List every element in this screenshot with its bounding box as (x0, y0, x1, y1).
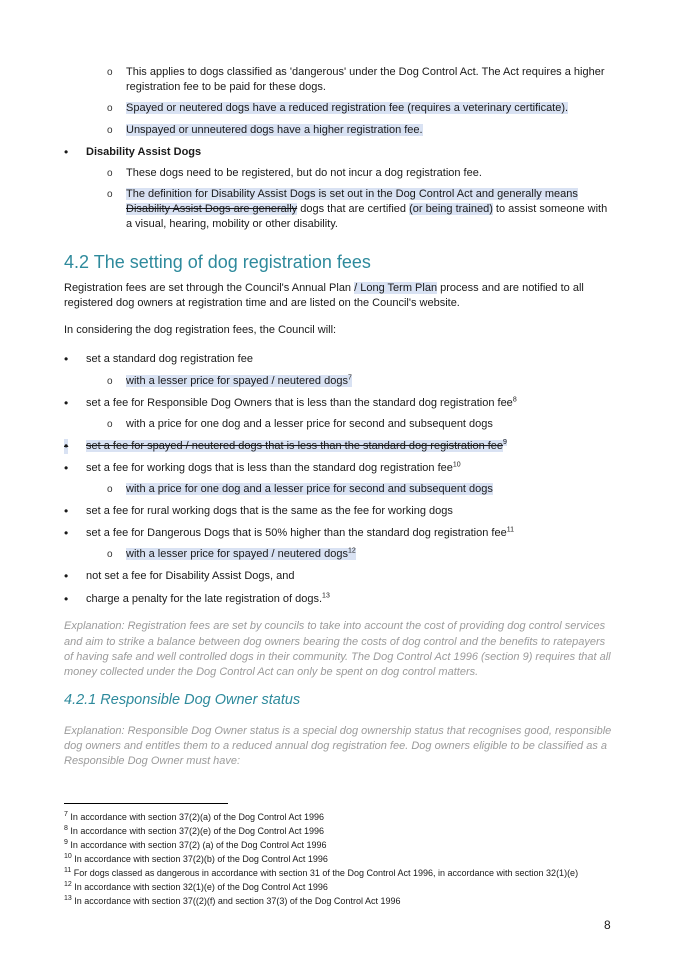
footnote-text: In accordance with section 37(2) (a) of the Dog Control Act 1996 (67, 840, 327, 850)
highlighted-text: with a price for one dog and a lesser price for second and subsequent dogs (126, 483, 493, 495)
disability-heading: Disability Assist Dogs (86, 146, 202, 158)
sub-bullet-icon: o (107, 125, 113, 136)
footnote (64, 839, 327, 851)
footnote-ref[interactable]: 8 (512, 396, 517, 404)
rdo-explanation-line3: Responsible Dog Owner must have: (64, 755, 241, 767)
footnote-ref[interactable]: 10 (452, 461, 461, 469)
disability-definition-line1 (126, 187, 578, 202)
highlighted-text (126, 375, 352, 387)
sub-dangerous-spayed-price (126, 547, 356, 562)
bullet-standard-fee: set a standard dog registration fee (86, 353, 253, 365)
sub-working-one-dog-price (126, 482, 493, 497)
sub-bullet-icon: o (107, 103, 113, 114)
text-run: with a lesser price for spayed / neutered dogs (126, 548, 348, 560)
footnote-number: 7 (64, 811, 68, 818)
bullet-disability-no-fee: not set a fee for Disability Assist Dogs, and (86, 570, 295, 582)
section-heading-4-2-1: 4.2.1 Responsible Dog Owner status (64, 692, 301, 708)
explanation-line3: of having safe and well controlled dogs in their community. The Dog Control Act 1996 (section 9) requires that all (64, 651, 611, 663)
rdo-explanation-line2: dog owners and entitles them to a reduced annual dog registration fee. Dog owners eligible to be classified as a (64, 740, 608, 752)
unspayed-note (126, 123, 423, 138)
footnote-number: 9 (64, 839, 68, 846)
disability-definition-line2 (126, 202, 607, 217)
footnote-number: 11 (64, 867, 72, 874)
highlighted-text: / Long Term Plan (354, 282, 438, 294)
rdo-explanation-line1: Explanation: Responsible Dog Owner status is a special dog ownership status that recognises good, responsible (64, 725, 612, 737)
sub-bullet-icon: o (107, 419, 113, 430)
footnote (64, 825, 324, 837)
sub-bullet-icon: o (107, 189, 113, 200)
sub-bullet-icon: o (107, 168, 113, 179)
footnote (64, 881, 328, 893)
struck-text: Disability Assist Dogs are generally (126, 203, 298, 215)
section-heading-4-2: 4.2 The setting of dog registration fees (64, 252, 371, 272)
footnote (64, 867, 578, 879)
footnote-ref[interactable]: 13 (322, 592, 330, 600)
fees-paragraph-line2: registered dog owners at registration time and are listed on the Council's website. (64, 297, 460, 309)
bullet-icon: • (64, 569, 69, 583)
footnote (64, 811, 324, 823)
text-run: process and are notified to all (437, 282, 584, 294)
sub-spayed-price (126, 374, 352, 389)
footnote (64, 895, 400, 907)
sub-one-dog-price: with a price for one dog and a lesser price for second and subsequent dogs (126, 418, 493, 430)
page-number: 8 (604, 918, 611, 932)
text-run: dogs that are certified (297, 203, 410, 215)
footnote-number: 12 (64, 881, 72, 888)
sub-bullet-icon: o (107, 67, 113, 78)
text-run: set a fee for Dangerous Dogs that is 50% higher than the standard dog registration fee (86, 527, 507, 539)
sub-bullet-icon: o (107, 376, 113, 387)
footnote-separator (64, 803, 228, 804)
bullet-icon: • (64, 439, 69, 453)
footnote (64, 853, 328, 865)
highlighted-text: The definition for Disability Assist Dogs is set out in the Dog Control Act and generally means (126, 188, 578, 200)
bullet-icon: • (64, 352, 69, 366)
highlighted-text (126, 548, 356, 560)
bullet-icon: • (64, 145, 69, 159)
footnote-number: 13 (64, 895, 72, 902)
bullet-icon: • (64, 504, 69, 518)
text-run: set a fee for working dogs that is less than the standard dog registration fee (86, 462, 453, 474)
sub-bullet-icon: o (107, 549, 113, 560)
bullet-late-penalty (86, 592, 330, 607)
explanation-line1: Explanation: Registration fees are set by councils to take into account the cost of providing dog control services (64, 620, 606, 632)
text-run: set a fee for Responsible Dog Owners that is less than the standard dog registration fee (86, 397, 513, 409)
text-run: charge a penalty for the late registration of dogs. (86, 593, 323, 605)
explanation-line4: money collected under the Dog Control Act can only be spent on dog control matters. (64, 666, 479, 678)
footnote-ref[interactable]: 9 (503, 439, 507, 447)
footnote-text: In accordance with section 32(1)(e) of the Dog Control Act 1996 (71, 882, 328, 892)
disability-definition-line3: a visual, hearing, mobility or other disability. (126, 218, 338, 230)
footnote-text: In accordance with section 37((2)(f) and section 37(3) of the Dog Control Act 1996 (71, 896, 401, 906)
struck-text: set a fee for spayed / neutered dogs that is less than the standard dog registration fee (86, 440, 504, 452)
fees-paragraph-line1 (64, 281, 584, 296)
text-run: to assist someone with (492, 203, 608, 215)
bullet-icon: • (64, 396, 69, 410)
disability-note-1: These dogs need to be registered, but do not incur a dog registration fee. (126, 167, 482, 179)
text-run: with a lesser price for spayed / neutered dogs (126, 375, 348, 387)
bullet-dangerous-dogs (86, 526, 514, 541)
text-run: Registration fees are set through the Council's Annual Plan (64, 282, 355, 294)
spayed-note (126, 101, 568, 116)
footnote-ref[interactable]: 12 (347, 547, 356, 555)
footnote-ref[interactable]: 7 (347, 374, 352, 382)
footnote-number: 10 (64, 853, 72, 860)
footnote-ref[interactable]: 11 (506, 526, 514, 534)
sub-bullet-icon: o (107, 484, 113, 495)
bullet-responsible-owners (86, 396, 517, 411)
dangerous-dogs-note-line1: This applies to dogs classified as 'dangerous' under the Dog Control Act. The Act requires a higher (126, 66, 605, 78)
considering-paragraph: In considering the dog registration fees, the Council will: (64, 324, 337, 336)
dangerous-dogs-note-line2: registration fee to be paid for these dogs. (126, 81, 326, 93)
bullet-spayed-fee-deleted (86, 439, 507, 454)
bullet-icon: • (64, 526, 69, 540)
footnote-text: In accordance with section 37(2)(e) of the Dog Control Act 1996 (67, 826, 325, 836)
highlighted-text: Spayed or neutered dogs have a reduced registration fee (requires a veterinary certificate). (126, 102, 569, 114)
footnote-text: In accordance with section 37(2)(b) of the Dog Control Act 1996 (71, 854, 328, 864)
highlighted-text: (or being trained) (409, 203, 493, 215)
bullet-rural-working: set a fee for rural working dogs that is the same as the fee for working dogs (86, 505, 453, 517)
bullet-working-dogs (86, 461, 461, 476)
explanation-line2: and aim to strike a balance between dog owners bearing the costs of dog control and the benefits to ratepayers (64, 636, 606, 648)
bullet-icon: • (64, 461, 69, 475)
bullet-icon: • (64, 592, 69, 606)
highlighted-text: Unspayed or unneutered dogs have a higher registration fee. (126, 124, 423, 136)
footnote-number: 8 (64, 825, 68, 832)
footnote-text: In accordance with section 37(2)(a) of the Dog Control Act 1996 (67, 812, 325, 822)
footnote-text: For dogs classed as dangerous in accordance with section 31 of the Dog Control Act 1996, in accordance with section 32(1)(e) (71, 868, 579, 878)
